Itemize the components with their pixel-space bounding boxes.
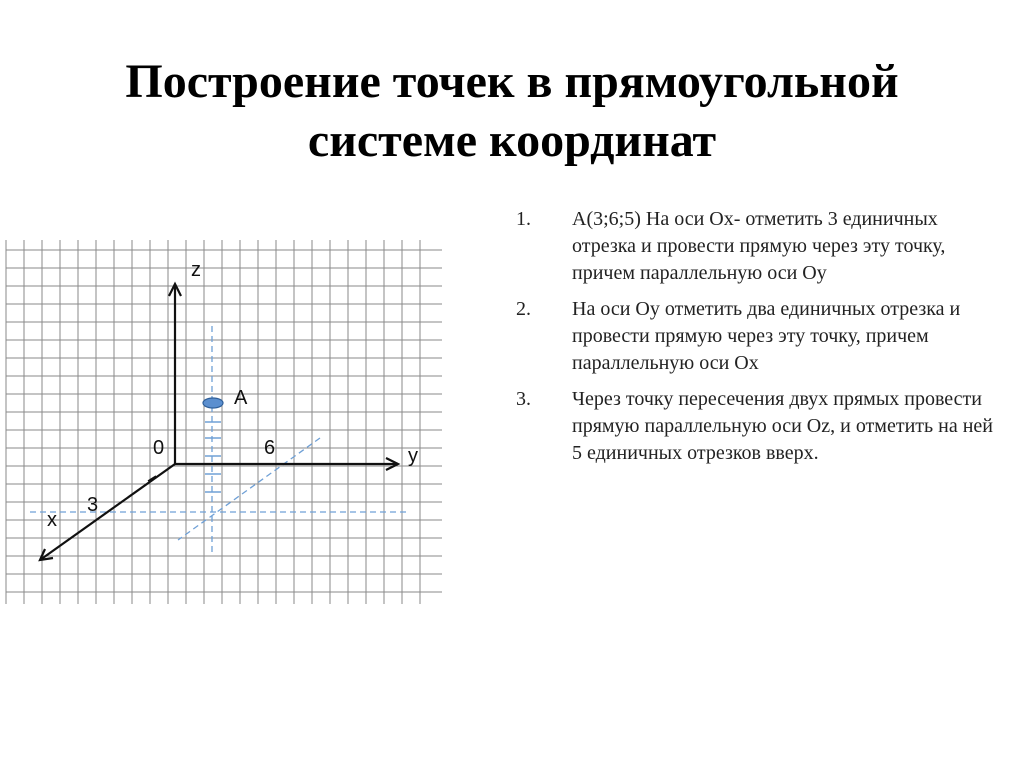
guide-lines <box>30 326 408 556</box>
instruction-text: На оси Оу отметить два единичных отрезка и провести прямую через эту точку, причем параллельную оси Ох <box>572 298 961 374</box>
instruction-item <box>516 296 996 377</box>
instruction-number: 2. <box>516 298 531 320</box>
point-a-marker <box>203 398 223 408</box>
instruction-text: А(3;6;5) На оси Ох- отметить 3 единичных отрезка и провести прямую через эту точку, причем параллельную оси Оу <box>572 208 946 284</box>
x-axis-label: x <box>47 509 57 531</box>
instruction-number: 3. <box>516 388 531 410</box>
instruction-list <box>516 206 996 476</box>
guide-line-parallel-ox <box>178 438 320 540</box>
unit-ticks-oz <box>205 422 221 492</box>
instruction-text: Через точку пересечения двух прямых провести прямую параллельную оси Оz, и отметить на ней 5 единичных отрезков вверх. <box>572 388 993 464</box>
origin-label: 0 <box>153 437 165 459</box>
instruction-number: 1. <box>516 208 531 230</box>
y-axis-label: y <box>408 445 418 467</box>
instruction-item <box>516 386 996 467</box>
title-line-1: Построение точек в прямоугольной <box>125 55 899 108</box>
y-tick-label-6: 6 <box>264 437 276 459</box>
z-axis-label: z <box>191 259 201 281</box>
instruction-item <box>516 206 996 287</box>
x-tick-label-3: 3 <box>87 494 99 516</box>
graph-paper-grid <box>6 240 442 604</box>
title-line-2: системе координат <box>307 114 717 167</box>
point-a-label: A <box>234 387 248 409</box>
